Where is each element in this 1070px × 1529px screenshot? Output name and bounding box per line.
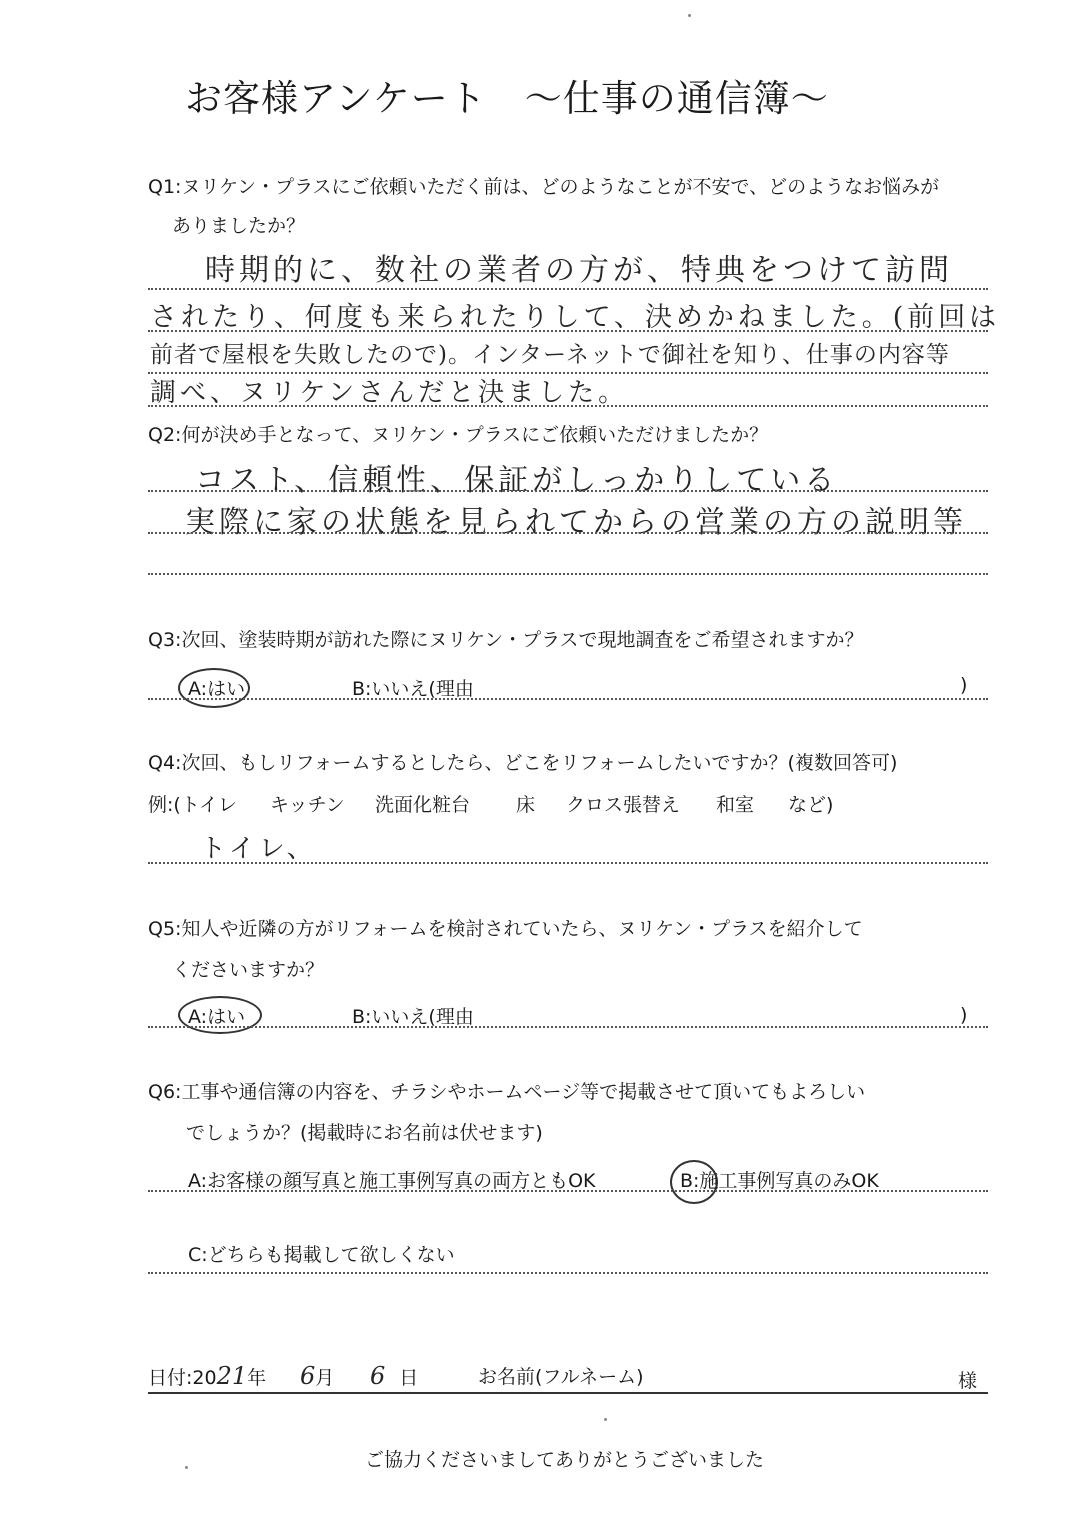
- q1-answer-line-4: 調べ、ヌリケンさんだと決ました。: [150, 378, 629, 408]
- q4-example-label: 例:(トイレ: [148, 794, 237, 816]
- day-field: [370, 1362, 418, 1390]
- q3-option-yes: A:はい: [188, 678, 246, 700]
- thanks-message: ご協力くださいましてありがとうございました: [365, 1449, 765, 1471]
- answer-line: [148, 1190, 988, 1192]
- scan-speck: [185, 1466, 188, 1469]
- q6-option-b: B:施工事例写真のみOK: [680, 1170, 879, 1192]
- q5-label: Q5:知人や近隣の方がリフォームを検討されていたら、ヌリケン・プラスを紹介して: [148, 918, 863, 940]
- name-label: お名前(フルネーム): [478, 1366, 644, 1388]
- answer-line: [148, 1272, 988, 1274]
- q1-answer-line-2: されたり、何度も来られたりして、決めかねました。(前回は: [150, 302, 1001, 333]
- answer-line: [148, 330, 988, 332]
- q2-answer-line-2: 実際に家の状態を見られてからの営業の方の説明等: [185, 505, 967, 540]
- q4-example: 和室: [716, 794, 755, 816]
- q5-option-no: B:いいえ(理由: [352, 1006, 474, 1028]
- q4-example: キッチン: [270, 794, 345, 816]
- answer-line: [148, 490, 988, 492]
- answer-line: [148, 1026, 988, 1028]
- q3-option-no: B:いいえ(理由: [352, 678, 474, 700]
- day-suffix: 日: [399, 1367, 419, 1389]
- q5-label-cont: くださいますか？: [172, 959, 325, 981]
- survey-title: お客様アンケート ～仕事の通信簿～: [185, 77, 829, 120]
- q4-label: Q4:次回、もしリフォームするとしたら、どこをリフォームしたいですか？(複数回答可): [148, 752, 898, 774]
- q6-option-a: A:お客様の顔写真と施工事例写真の両方ともOK: [188, 1170, 596, 1192]
- q6-label-cont: でしょうか？(掲載時にお名前は伏せます): [186, 1122, 543, 1144]
- q3-label: Q3:次回、塗装時期が訪れた際にヌリケン・プラスで現地調査をご希望されますか？: [148, 629, 864, 651]
- answer-line: [148, 698, 988, 700]
- q2-label: Q2:何が決め手となって、ヌリケン・プラスにご依頼いただけましたか？: [148, 424, 769, 446]
- month-field: [300, 1362, 334, 1390]
- date-label: 日付:20: [148, 1367, 217, 1389]
- q4-example: 洗面化粧台: [375, 794, 471, 816]
- answer-line: [148, 573, 988, 575]
- q4-example: クロス張替え: [566, 794, 681, 816]
- answer-line: [148, 532, 988, 534]
- q4-example: 床: [516, 794, 536, 816]
- q1-label-cont: ありましたか？: [172, 215, 306, 237]
- q5-close-paren: ): [960, 1004, 968, 1026]
- answer-line: [148, 405, 988, 407]
- q4-answer: トイレ、: [200, 834, 317, 864]
- signature-line: [148, 1392, 988, 1394]
- month-value: 6: [300, 1362, 316, 1390]
- q6-option-c: C:どちらも掲載して欲しくない: [188, 1244, 455, 1266]
- scan-speck: [688, 14, 691, 17]
- answer-line: [148, 862, 988, 864]
- q2-answer-line-1: コスト、信頼性、保証がしっかりしている: [195, 463, 839, 498]
- scan-speck: [604, 1418, 607, 1421]
- q1-answer-line-3: 前者で屋根を失敗したので)。インターネットで御社を知り、仕事の内容等: [150, 342, 950, 368]
- year-value: 21: [216, 1362, 248, 1390]
- day-value: 6: [370, 1362, 386, 1390]
- honorific: 様: [958, 1370, 978, 1392]
- answer-line: [148, 288, 988, 290]
- q6-label: Q6:工事や通信簿の内容を、チラシやホームページ等で掲載させて頂いてもよろしい: [148, 1081, 866, 1103]
- date-field: [148, 1362, 266, 1390]
- q4-example: など): [788, 794, 834, 816]
- month-suffix: 月: [315, 1367, 335, 1389]
- q3-close-paren: ): [960, 674, 968, 696]
- q1-answer-line-1: 時期的に、数社の業者の方が、特典をつけて訪問: [205, 253, 953, 288]
- q5-option-yes: A:はい: [188, 1006, 246, 1028]
- q1-label: Q1:ヌリケン・プラスにご依頼いただく前は、どのようなことが不安で、どのようなお悩みが: [148, 176, 940, 198]
- year-suffix: 年: [247, 1367, 267, 1389]
